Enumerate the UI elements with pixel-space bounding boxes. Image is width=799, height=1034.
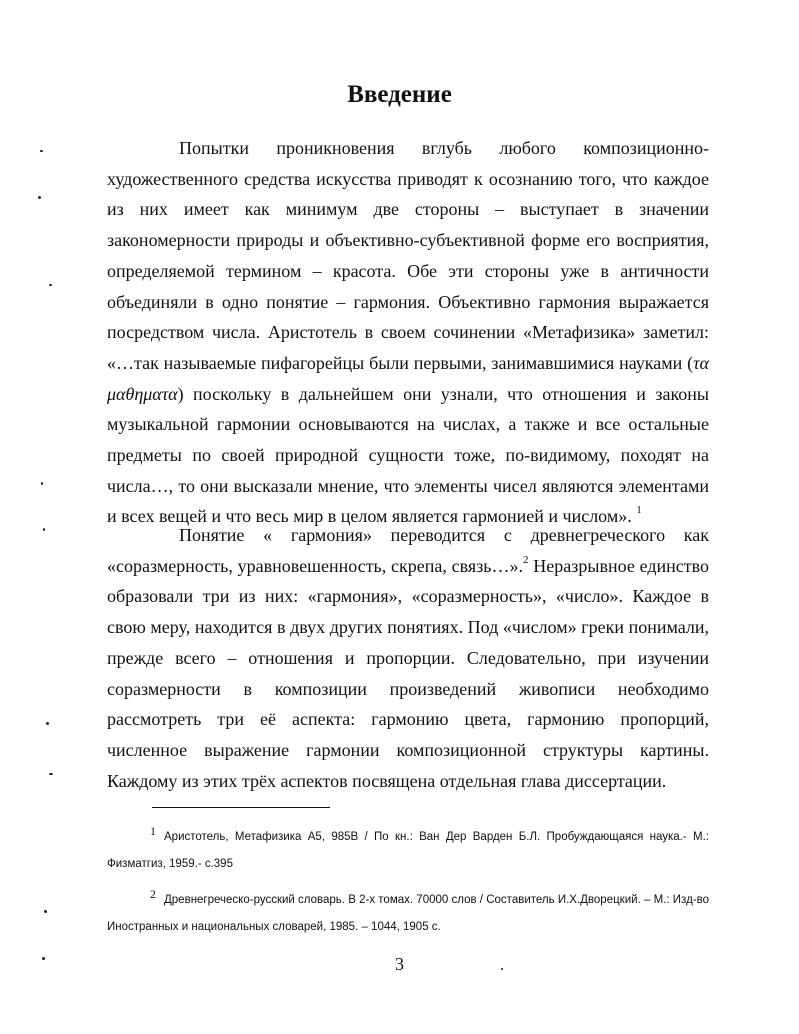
scan-speck	[42, 957, 45, 960]
footnote-divider	[152, 807, 330, 808]
footnote-ref-1[interactable]: 1	[636, 504, 642, 517]
scan-speck	[46, 722, 49, 725]
footnote-2-mark: 2	[150, 887, 156, 901]
page-title: Введение	[347, 81, 452, 108]
paragraph-1-text-start: Попытки проникновения вглубь любого композиционно-художественного средства искусства приводят к осознанию того, что каждое из них имеет как минимум две стороны – выступает в значении закономерности природы и объективно-субъективной форме его восприятия, определяемой термином – красота. Обе эти стороны уже в античности объединяли в одно понятие – гармония. Объективно гармония выражается посредством числа. Аристотель в своем сочинении «Метафизика» заметил: «…так называемые пифагорейцы были первыми, занимавшимися науками (	[107, 138, 709, 373]
scan-speck	[40, 150, 43, 152]
footnote-2	[107, 886, 709, 941]
greek-term: τα μαθηματα	[107, 352, 709, 404]
scan-speck	[41, 482, 43, 485]
scan-speck	[49, 773, 53, 775]
scan-speck	[38, 196, 41, 199]
scan-speck	[49, 284, 52, 286]
scan-speck	[43, 528, 45, 531]
paragraph-2	[107, 520, 709, 796]
footnote-1	[107, 823, 709, 878]
footnote-2-text: Древнегреческо-русский словарь. В 2-х томах. 70000 слов / Составитель И.Х.Дворецкий. – М.: Изд-во Иностранных и национальных словарей, 1985. – 1044, 1905 с.	[107, 894, 709, 933]
scan-speck	[501, 968, 503, 970]
paragraph-1	[107, 133, 709, 532]
paragraph-2-text-end: Неразрывное единство образовали три из них: «гармония», «соразмерность», «число». Каждое в свою меру, находится в двух других понятиях. Под «числом» греки понимали, прежде всего – отношения и пропорции. Следовательно, при изучении соразмерности в композиции произведений живописи необходимо рассмотреть три её аспекта: гармонию цвета, гармонию пропорций, численное выражение гармонии композиционной структуры картины. Каждому из этих трёх аспектов посвящена отдельная глава диссертации.	[107, 555, 709, 791]
paragraph-2-text-start: Понятие « гармония» переводится с древнегреческого как «соразмерность, уравновешенность, скрепа, связь…».	[107, 525, 709, 576]
paragraph-1-text-end: ) поскольку в дальнейшем они узнали, что отношения и законы музыкальной гармонии основываются на числах, а также и все остальные предметы по своей природной сущности тоже, по-видимому, походят на числа…, то они высказали мнение, что элементы чисел являются элементами и всех вещей и что весь мир в целом является гармонией и числом».	[107, 383, 709, 527]
scan-speck	[44, 910, 47, 913]
footnote-ref-2[interactable]: 2	[523, 553, 529, 566]
page-number: 3	[395, 954, 404, 974]
footnote-1-text: Аристотель, Метафизика А5, 985В / По кн.: Ван Дер Варден Б.Л. Пробуждающаяся наука.- М.: Физматгиз, 1959.- с.395	[107, 831, 709, 870]
footnote-1-mark: 1	[150, 824, 156, 838]
